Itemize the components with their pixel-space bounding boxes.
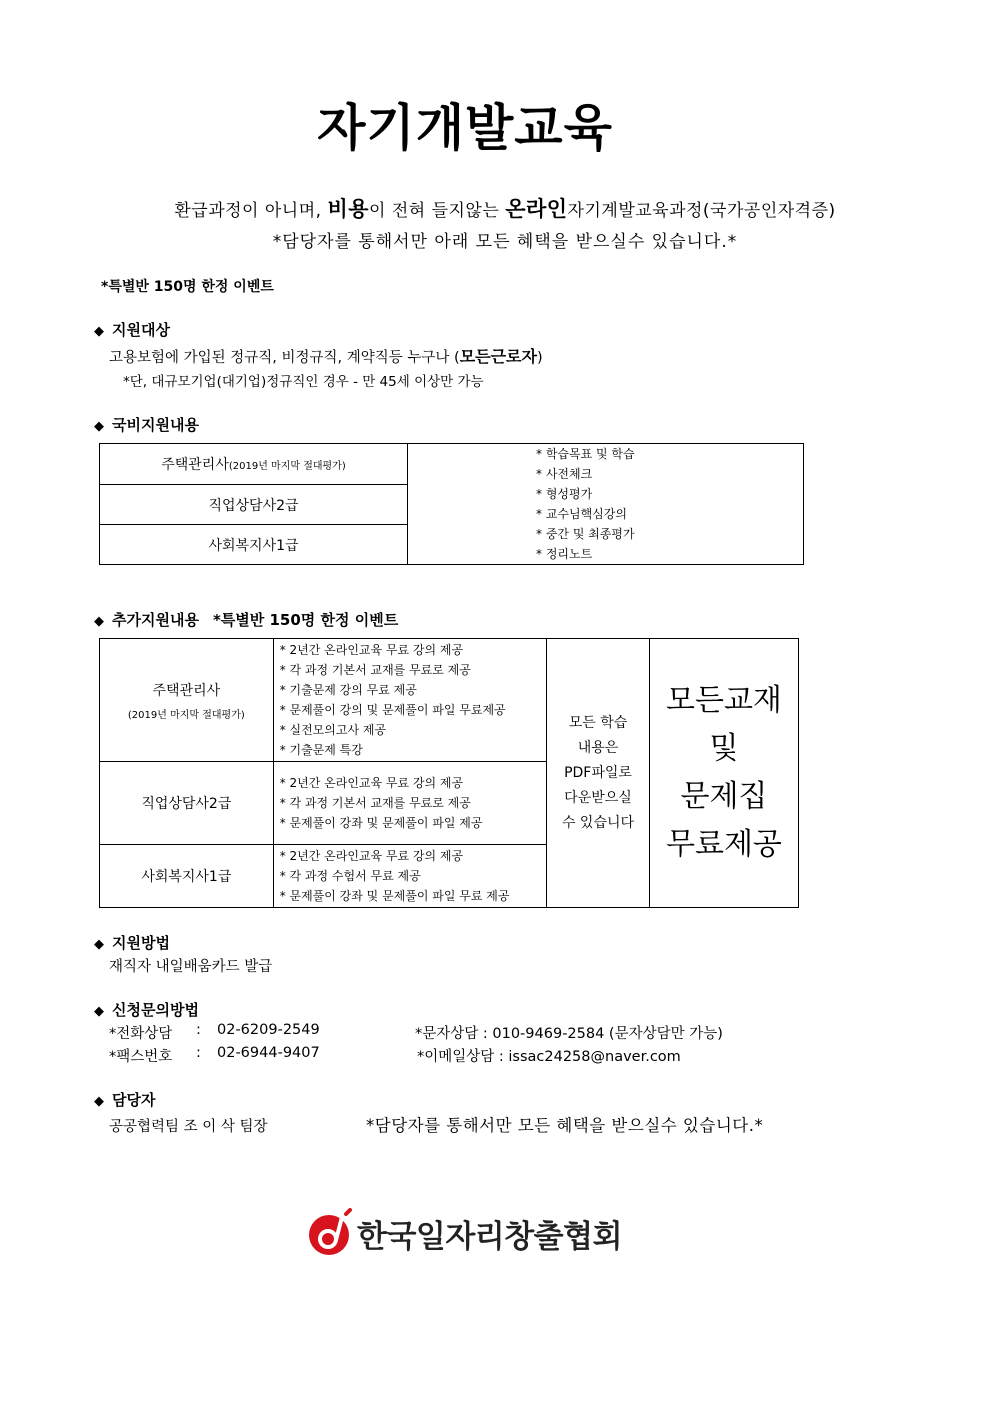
phone-separator: : (196, 1022, 201, 1038)
list-item: * 각 과정 기본서 교재를 무료로 제공 (279, 796, 471, 810)
course-cell: 직업상담사2급 (100, 762, 274, 845)
phone-label: *전화상담 (109, 1026, 173, 1042)
free-materials-cell: 모든교재 및 문제집 무료제공 (649, 639, 798, 908)
course-cell: 직업상담사2급 (100, 485, 408, 525)
pdf-note-cell: 모든 학습 내용은 PDF파일로 다운받으실 수 있습니다 (547, 639, 650, 908)
eligibility-heading: ◆ 지원대상 (94, 321, 170, 339)
course-cell: 주택관리사(2019년 마지막 절대평가) (100, 444, 408, 485)
support-items-cell (408, 444, 804, 565)
support-items-cell (273, 762, 546, 845)
list-item: * 교수님핵심강의 (536, 507, 627, 521)
intro-line-2: *담당자를 통해서만 아래 모든 혜택을 받으실수 있습니다.* (272, 232, 738, 252)
national-support-heading: ◆ 국비지원내용 (94, 416, 199, 434)
email-contact: *이메일상담 : issac24258@naver.com (417, 1049, 681, 1065)
list-item: * 각 과정 수험서 무료 제공 (279, 869, 421, 883)
list-item: * 2년간 온라인교육 무료 강의 제공 (279, 849, 464, 863)
manager-note: *담당자를 통해서만 모든 혜택을 받으실수 있습니다.* (366, 1116, 764, 1135)
eligibility-line-2: *단, 대규모기업(대기업)정규직인 경우 - 만 45세 이상만 가능 (123, 374, 484, 390)
diamond-bullet-icon: ◆ (94, 1094, 104, 1109)
list-item: * 문제풀이 강좌 및 문제풀이 파일 제공 (279, 816, 483, 830)
eligibility-line-1: 고용보험에 가입된 정규직, 비정규직, 계약직등 누구나 (모든근로자) (109, 347, 543, 366)
fax-separator: : (196, 1045, 201, 1061)
diamond-bullet-icon: ◆ (94, 419, 104, 434)
list-item: * 기출문제 특강 (279, 743, 363, 757)
diamond-bullet-icon: ◆ (94, 324, 104, 339)
manager-heading: ◆ 담당자 (94, 1091, 156, 1109)
page-title: 자기개발교육 (317, 99, 613, 157)
manager-name: 공공협력팀 조 이 삭 팀장 (109, 1119, 268, 1135)
list-item: * 정리노트 (536, 547, 593, 561)
list-item: * 2년간 온라인교육 무료 강의 제공 (279, 643, 464, 657)
diamond-bullet-icon: ◆ (94, 614, 104, 629)
course-cell: 주택관리사 (2019년 마지막 절대평가) (100, 639, 274, 762)
additional-support-heading: ◆ 추가지원내용 *특별반 150명 한정 이벤트 (94, 611, 399, 629)
phone-number: 02-6209-2549 (217, 1022, 320, 1038)
additional-support-table (99, 638, 799, 908)
diamond-bullet-icon: ◆ (94, 1004, 104, 1019)
list-item: * 학습목표 및 학습 (536, 447, 635, 461)
list-item: * 문제풀이 강의 및 문제풀이 파일 무료제공 (279, 703, 506, 717)
list-item: * 각 과정 기본서 교재를 무료로 제공 (279, 663, 471, 677)
association-logo-text: 한국일자리창출협회 (357, 1219, 623, 1255)
list-item: * 형성평가 (536, 487, 593, 501)
course-cell: 사회복지사1급 (100, 845, 274, 908)
support-items-cell (273, 639, 546, 762)
course-cell: 사회복지사1급 (100, 525, 408, 565)
method-heading: ◆ 지원방법 (94, 934, 170, 952)
list-item: * 기출문제 강의 무료 제공 (279, 683, 417, 697)
list-item: * 문제풀이 강좌 및 문제풀이 파일 무료 제공 (279, 889, 510, 903)
association-logo-icon (306, 1208, 356, 1258)
fax-number: 02-6944-9407 (217, 1045, 320, 1061)
list-item: * 실전모의고사 제공 (279, 723, 387, 737)
contact-heading: ◆ 신청문의방법 (94, 1001, 199, 1019)
list-item: * 사전체크 (536, 467, 593, 481)
list-item: * 중간 및 최종평가 (536, 527, 635, 541)
diamond-bullet-icon: ◆ (94, 937, 104, 952)
sms-contact: *문자상담 : 010-9469-2584 (문자상담만 가능) (415, 1026, 723, 1042)
list-item: * 2년간 온라인교육 무료 강의 제공 (279, 776, 464, 790)
intro-line-1: 환급과정이 아니며, 비용이 전혀 들지않는 온라인자기계발교육과정(국가공인자격증) (174, 197, 836, 221)
method-text: 재직자 내일배움카드 발급 (109, 959, 273, 975)
special-event-note: *특별반 150명 한정 이벤트 (101, 279, 274, 295)
national-support-table (99, 443, 804, 565)
support-items-cell (273, 845, 546, 908)
fax-label: *팩스번호 (109, 1049, 173, 1065)
